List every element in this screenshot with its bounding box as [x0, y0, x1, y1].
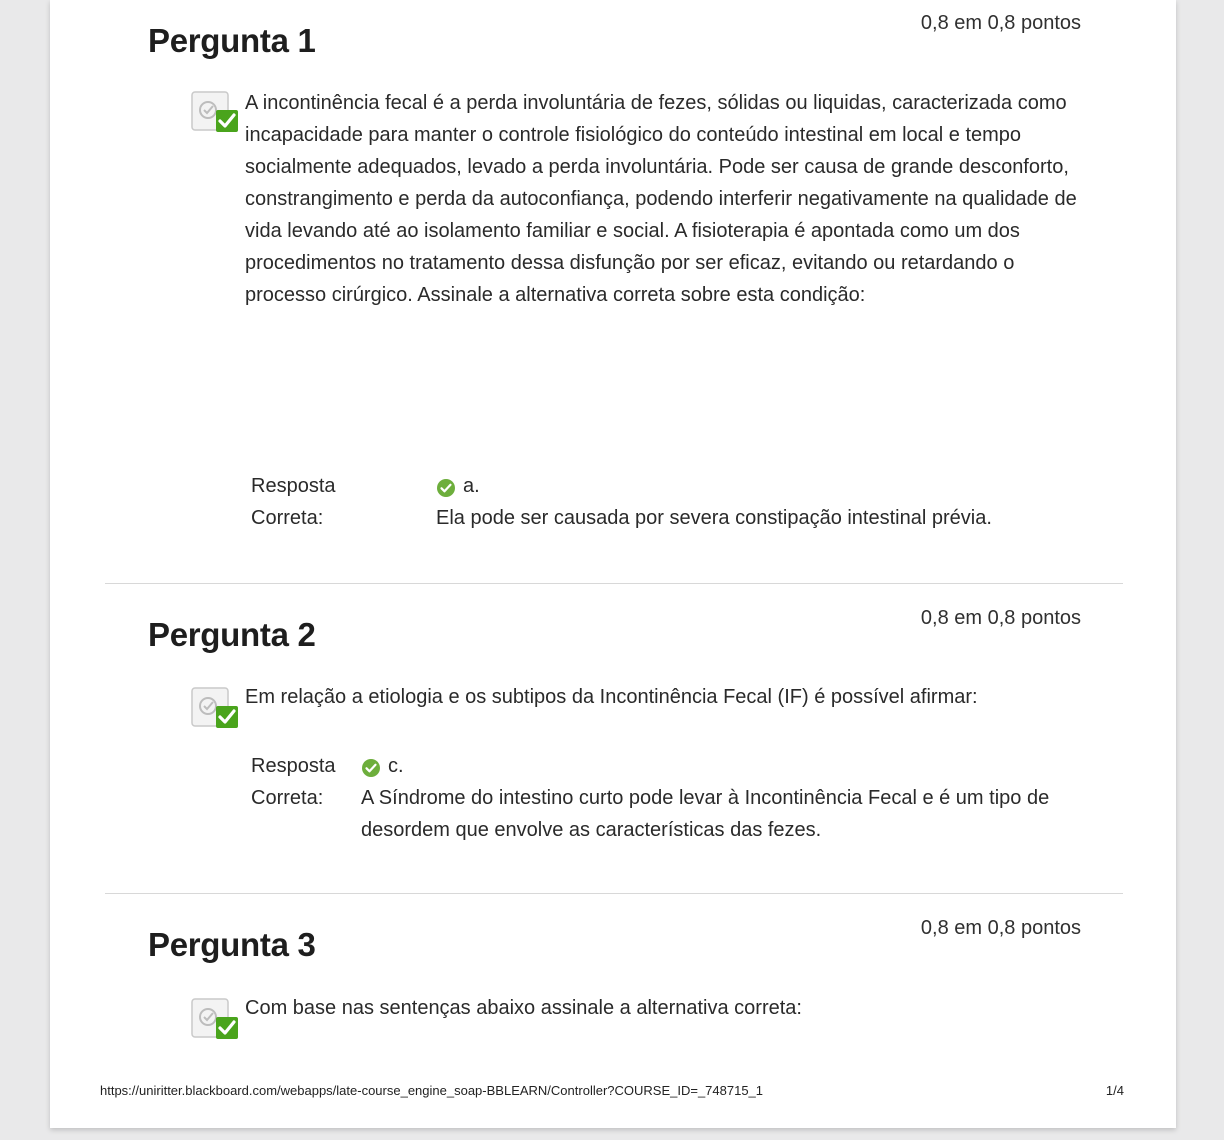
graded-correct-icon: [190, 995, 242, 1043]
question-text: A incontinência fecal é a perda involuntária de fezes, sólidas ou liquidas, caracterizada como incapacidade para manter o controle fisiológico do conteúdo intestinal em local e tempo socialmente adequados, levado a perda involuntária. Pode ser causa de grande desconforto, constrangimento e perda da autoconfiança, podendo interferir negativamente na qualidade de vida levando até ao isolamento familiar e social. A fisioterapia é apontada como um dos procedimentos no tratamento dessa disfunção por ser eficaz, evitando ou retardando o processo cirúrgico. Assinale a alternativa correta sobre esta condição:: [245, 92, 1077, 306]
check-circle-icon: [436, 476, 456, 496]
question-text: Com base nas sentenças abaixo assinale a alternativa correta:: [245, 997, 802, 1019]
question-divider: [105, 583, 1123, 584]
question-points: 0,8 em 0,8 pontos: [920, 12, 1081, 34]
answer-letter-text: a.: [463, 475, 480, 497]
answer-letter: [436, 470, 480, 502]
answer-label: [251, 750, 336, 814]
question-title: Pergunta 3: [148, 926, 316, 963]
graded-correct-icon: [190, 684, 242, 732]
footer-page-number: 1/4: [1105, 1083, 1124, 1098]
answer-label-line-1: Resposta: [251, 755, 336, 777]
question-text: Em relação a etiologia e os subtipos da Incontinência Fecal (IF) é possível afirmar:: [245, 686, 978, 708]
answer-label-line-1: Resposta: [251, 475, 336, 497]
question-title: Pergunta 1: [148, 22, 316, 59]
document-page: [50, 0, 1176, 1128]
question-points: 0,8 em 0,8 pontos: [920, 917, 1081, 939]
answer-label-line-2: Correta:: [251, 787, 324, 809]
footer-url[interactable]: https://uniritter.blackboard.com/webapps/late-course_engine_soap-BBLEARN/Controller?COURSE_ID=_748715_1: [100, 1083, 764, 1098]
answer-label: [251, 470, 336, 534]
question-title: Pergunta 2: [148, 616, 316, 653]
answer-letter: [361, 750, 404, 782]
question-points: 0,8 em 0,8 pontos: [920, 607, 1081, 629]
answer-text: A Síndrome do intestino curto pode levar à Incontinência Fecal e é um tipo de desordem que envolve as características das fezes.: [361, 787, 1050, 841]
answer-letter-text: c.: [388, 755, 404, 777]
answer-text: Ela pode ser causada por severa constipação intestinal prévia.: [436, 507, 992, 529]
answer-label-line-2: Correta:: [251, 507, 324, 529]
check-circle-icon: [361, 756, 381, 776]
graded-correct-icon: [190, 88, 242, 136]
question-divider: [105, 893, 1123, 894]
